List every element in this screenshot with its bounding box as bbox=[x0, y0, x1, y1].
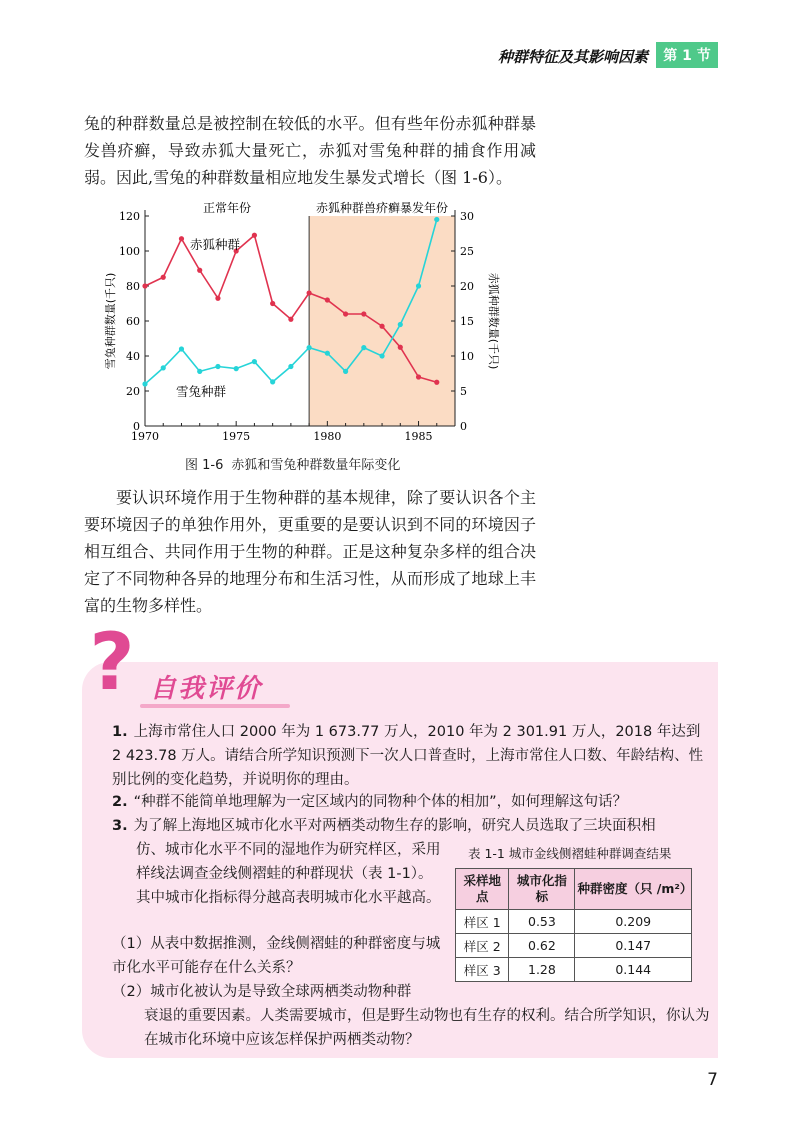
fox-series-label: 赤狐种群 bbox=[190, 237, 241, 252]
fox-data-point bbox=[142, 283, 147, 288]
sub-1-number: （1） bbox=[112, 936, 151, 952]
hare-data-point bbox=[325, 351, 330, 356]
y-left-tick-label: 100 bbox=[119, 245, 140, 258]
fox-data-point bbox=[398, 345, 403, 350]
y-right-tick-label: 20 bbox=[460, 280, 474, 293]
hare-data-point bbox=[270, 379, 275, 384]
y-left-axis-label: 雪兔种群数量(千只) bbox=[104, 272, 117, 370]
y-right-tick-label: 15 bbox=[460, 315, 474, 328]
table-caption: 表 1-1 城市金线侧褶蛙种群调查结果 bbox=[468, 846, 672, 861]
table-cell: 0.147 bbox=[575, 934, 692, 958]
hare-data-point bbox=[307, 345, 312, 350]
y-left-tick-label: 40 bbox=[126, 350, 140, 363]
fox-data-point bbox=[288, 317, 293, 322]
question-1 bbox=[112, 720, 712, 792]
y-right-tick-label: 5 bbox=[460, 385, 467, 398]
hare-data-point bbox=[379, 353, 384, 358]
figure-caption-text: 赤狐和雪兔种群数量年际变化 bbox=[231, 458, 401, 473]
table-cell: 1.28 bbox=[509, 958, 575, 982]
question-3-text-rest: 仿、城市化水平不同的湿地作为研究样区，采用样线法调查金线侧褶蛙的种群现状（表 1-1）。其中城市化指标得分越高表明城市化水平越高。 bbox=[136, 842, 441, 906]
fox-data-point bbox=[161, 275, 166, 280]
header-section-tab: 第 1 节 bbox=[656, 42, 718, 68]
header-density: 种群密度（只 /m²） bbox=[575, 869, 692, 910]
question-1-number: 1. bbox=[112, 724, 128, 740]
y-right-tick-label: 25 bbox=[460, 245, 474, 258]
table-row bbox=[456, 910, 692, 934]
y-right-tick-label: 30 bbox=[460, 210, 474, 223]
y-left-tick-label: 0 bbox=[133, 420, 140, 433]
survey-table bbox=[455, 868, 692, 982]
hare-data-point bbox=[234, 366, 239, 371]
hare-data-point bbox=[361, 345, 366, 350]
fox-data-point bbox=[307, 290, 312, 295]
table-cell: 0.62 bbox=[509, 934, 575, 958]
table-row bbox=[456, 958, 692, 982]
hare-data-point bbox=[197, 369, 202, 374]
hare-series-label: 雪兔种群 bbox=[176, 384, 227, 399]
x-tick-label: 1980 bbox=[313, 430, 342, 443]
hare-data-point bbox=[398, 322, 403, 327]
hare-data-point bbox=[142, 381, 147, 386]
question-1-text: 上海市常住人口 2000 年为 1 673.77 万人，2010 年为 2 301.91 万人，2018 年达到 2 423.78 万人。请结合所学知识预测下一次人口普查时，上海市常住人口数、年龄结构、性别比例的变化趋势，并说明你的理由。 bbox=[112, 724, 704, 788]
question-2-text: “种群不能简单地理解为一定区域内的同物种个体的相加”，如何理解这句话？ bbox=[133, 794, 628, 810]
question-3 bbox=[112, 814, 712, 838]
question-3-sub-1 bbox=[112, 932, 452, 980]
x-tick-label: 1985 bbox=[404, 430, 433, 443]
sub-2-text-line1: 城市化被认为是导致全球两栖类动物种群 bbox=[150, 984, 412, 1000]
y-left-tick-label: 80 bbox=[126, 280, 140, 293]
fox-hare-population-chart bbox=[100, 196, 500, 452]
y-right-axis-label: 赤狐种群数量(千只) bbox=[487, 272, 500, 370]
fox-data-point bbox=[325, 297, 330, 302]
hare-data-point bbox=[252, 359, 257, 364]
fox-data-point bbox=[361, 311, 366, 316]
fox-data-point bbox=[343, 311, 348, 316]
hare-data-point bbox=[215, 364, 220, 369]
x-tick-label: 1975 bbox=[222, 430, 251, 443]
table-header-row bbox=[456, 869, 692, 910]
outbreak-region bbox=[309, 216, 455, 426]
hare-data-point bbox=[161, 365, 166, 370]
fox-data-point bbox=[197, 268, 202, 273]
fox-data-point bbox=[434, 380, 439, 385]
fox-data-point bbox=[252, 233, 257, 238]
table-cell: 样区 2 bbox=[456, 934, 509, 958]
header-site: 采样地点 bbox=[456, 869, 509, 910]
sub-2-number: （2） bbox=[112, 984, 151, 1000]
header-title: 种群特征及其影响因素 bbox=[497, 48, 648, 66]
figure-caption bbox=[185, 454, 400, 473]
fox-data-point bbox=[379, 324, 384, 329]
table-cell: 样区 3 bbox=[456, 958, 509, 982]
figure-number: 图 1-6 bbox=[185, 458, 224, 473]
table-row bbox=[456, 934, 692, 958]
y-left-tick-label: 120 bbox=[119, 210, 140, 223]
question-2 bbox=[112, 790, 712, 814]
fox-data-point bbox=[179, 236, 184, 241]
question-3-text-line1: 为了解上海地区城市化水平对两栖类动物生存的影响，研究人员选取了三块面积相 bbox=[133, 818, 656, 834]
question-2-number: 2. bbox=[112, 794, 128, 810]
y-right-tick-label: 10 bbox=[460, 350, 474, 363]
paragraph-1: 兔的种群数量总是被控制在较低的水平。但有些年份赤狐种群暴发兽疥癣，导致赤狐大量死亡，赤狐对雪兔种群的捕食作用减弱。因此,雪兔的种群数量相应地发生暴发式增长（图 1-6）。 bbox=[84, 114, 536, 187]
hare-data-point bbox=[434, 217, 439, 222]
y-left-tick-label: 60 bbox=[126, 315, 140, 328]
annotation-normal-years: 正常年份 bbox=[203, 201, 252, 215]
hare-data-point bbox=[288, 364, 293, 369]
self-evaluation-title: 自我评价 bbox=[150, 674, 263, 704]
sub-1-text: 从表中数据推测，金线侧褶蛙的种群密度与城市化水平可能存在什么关系？ bbox=[112, 936, 441, 976]
fox-data-point bbox=[416, 374, 421, 379]
y-left-tick-label: 20 bbox=[126, 385, 140, 398]
sub-2-text-rest: 衰退的重要因素。人类需要城市，但是野生动物也有生存的权利。结合所学知识，你认为在城市化环境中应该怎样保护两栖类动物？ bbox=[144, 1008, 710, 1048]
question-3-number: 3. bbox=[112, 818, 128, 834]
question-3-sub-2 bbox=[112, 980, 718, 1052]
paragraph-2: 要认识环境作用于生物种群的基本规律，除了要认识各个主要环境因子的单独作用外，更重要的是要认识到不同的环境因子相互组合、共同作用于生物的种群。正是这种复杂多样的组合决定了不同物种各异的地理分布和生活习性，从而形成了地球上丰富的生物多样性。 bbox=[84, 488, 536, 615]
hare-data-point bbox=[416, 283, 421, 288]
title-underline bbox=[140, 704, 290, 708]
fox-data-point bbox=[215, 296, 220, 301]
table-cell: 0.209 bbox=[575, 910, 692, 934]
hare-data-point bbox=[343, 369, 348, 374]
page-number: 7 bbox=[707, 1070, 718, 1090]
hare-data-point bbox=[179, 346, 184, 351]
header-urbanization: 城市化指标 bbox=[509, 869, 575, 910]
annotation-outbreak-years: 赤狐种群兽疥癣暴发年份 bbox=[316, 201, 449, 215]
fox-data-point bbox=[270, 301, 275, 306]
table-cell: 0.53 bbox=[509, 910, 575, 934]
table-cell: 样区 1 bbox=[456, 910, 509, 934]
table-cell: 0.144 bbox=[575, 958, 692, 982]
x-tick-label: 1970 bbox=[131, 430, 159, 443]
y-right-tick-label: 0 bbox=[460, 420, 467, 433]
question-mark-icon: ? bbox=[89, 618, 135, 708]
